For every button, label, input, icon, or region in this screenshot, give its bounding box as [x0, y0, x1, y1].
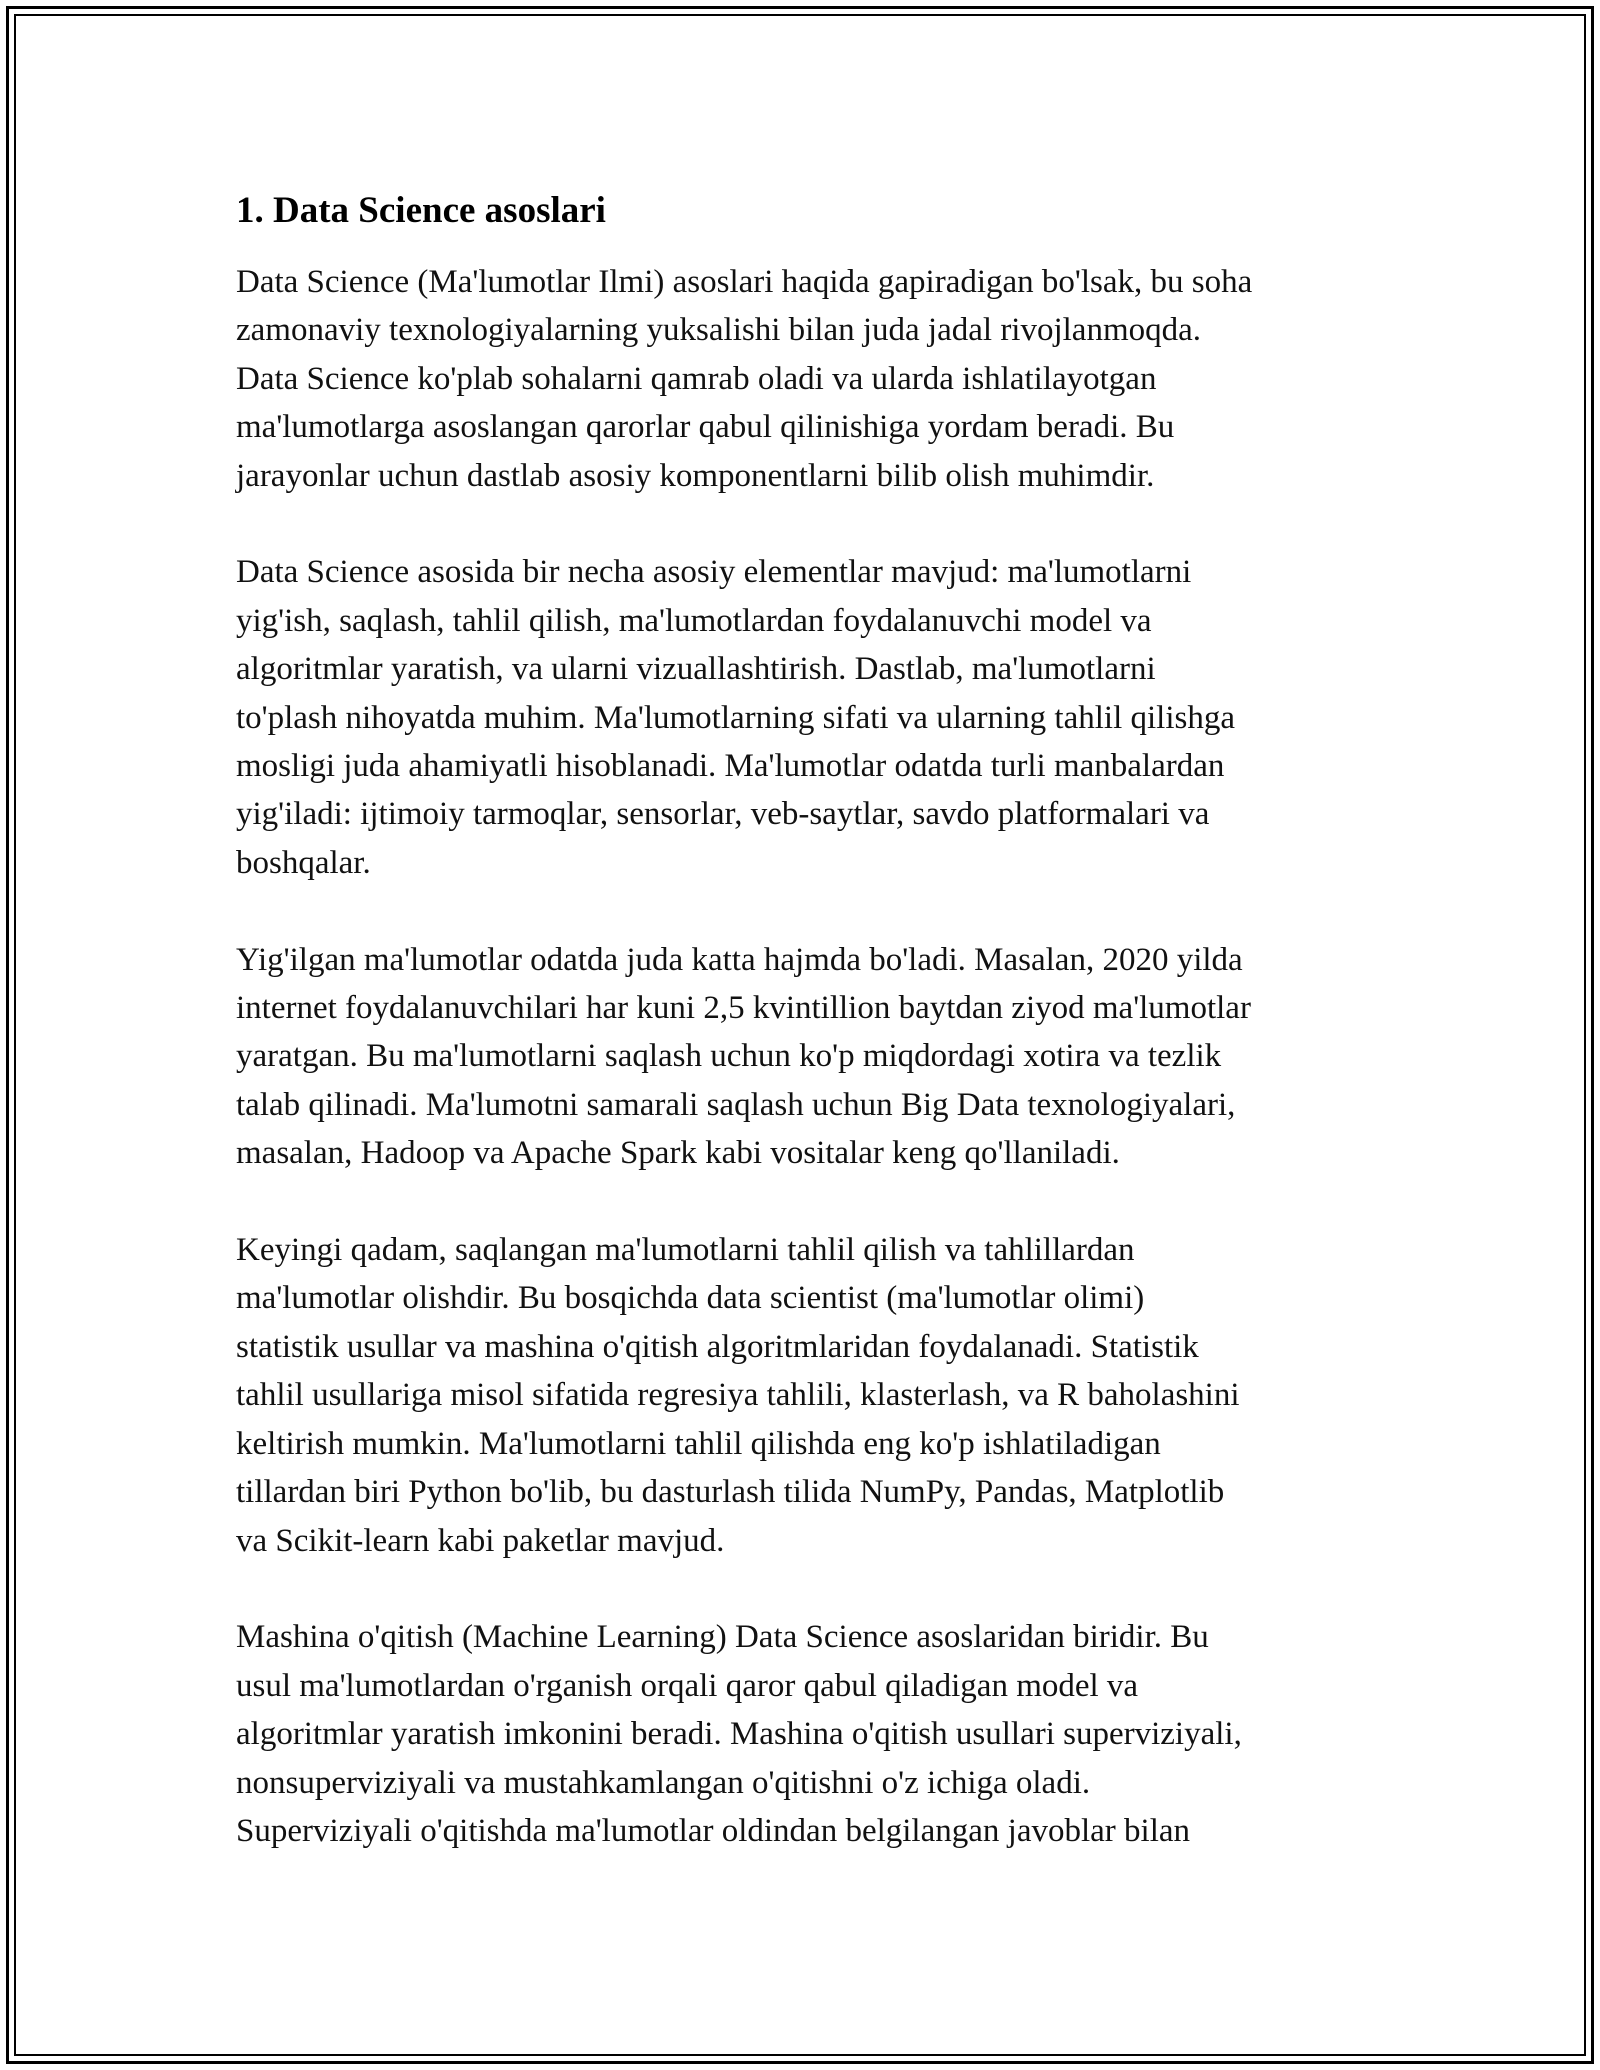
- paragraph: [236, 548, 1386, 887]
- text-line: Data Science ko'plab sohalarni qamrab oladi va ularda ishlatilayotgan: [236, 360, 1157, 397]
- text-line: yig'ish, saqlash, tahlil qilish, ma'lumotlardan foydalanuvchi model va: [236, 602, 1152, 639]
- text-line: boshqalar.: [236, 844, 371, 881]
- text-line: yaratgan. Bu ma'lumotlarni saqlash uchun ko'p miqdordagi xotira va tezlik: [236, 1038, 1222, 1075]
- text-line: Keyingi qadam, saqlangan ma'lumotlarni tahlil qilish va tahlillardan: [236, 1232, 1135, 1269]
- text-line: keltirish mumkin. Ma'lumotlarni tahlil qilishda eng ko'p ishlatiladigan: [236, 1425, 1161, 1462]
- text-line: algoritmlar yaratish imkonini beradi. Mashina o'qitish usullari superviziyali,: [236, 1716, 1242, 1753]
- text-line: masalan, Hadoop va Apache Spark kabi vositalar keng qo'llaniladi.: [236, 1135, 1120, 1172]
- text-line: Mashina o'qitish (Machine Learning) Data Science asoslaridan biridir. Bu: [236, 1619, 1209, 1656]
- text-line: tahlil usullariga misol sifatida regresiya tahlili, klasterlash, va R baholashini: [236, 1377, 1240, 1414]
- section-heading: 1. Data Science asoslari: [236, 190, 606, 231]
- paragraph: [236, 936, 1386, 1178]
- text-line: ma'lumotlarga asoslangan qarorlar qabul qilinishiga yordam beradi. Bu: [236, 409, 1175, 446]
- text-line: statistik usullar va mashina o'qitish algoritmlaridan foydalanadi. Statistik: [236, 1328, 1199, 1365]
- text-line: to'plash nihoyatda muhim. Ma'lumotlarning sifati va ularning tahlil qilishga: [236, 699, 1235, 736]
- text-line: zamonaviy texnologiyalarning yuksalishi bilan juda jadal rivojlanmoqda.: [236, 312, 1202, 349]
- document-body: [236, 186, 1386, 1904]
- text-line: usul ma'lumotlardan o'rganish orqali qaror qabul qiladigan model va: [236, 1667, 1139, 1704]
- text-line: va Scikit-learn kabi paketlar mavjud.: [236, 1522, 725, 1559]
- text-line: ma'lumotlar olishdir. Bu bosqichda data scientist (ma'lumotlar olimi): [236, 1280, 1145, 1317]
- text-line: mosligi juda ahamiyatli hisoblanadi. Ma'lumotlar odatda turli manbalardan: [236, 748, 1225, 785]
- paragraph-list: [236, 258, 1386, 1855]
- paragraph: [236, 1226, 1386, 1565]
- text-line: talab qilinadi. Ma'lumotni samarali saqlash uchun Big Data texnologiyalari,: [236, 1086, 1236, 1123]
- paragraph: [236, 258, 1386, 500]
- text-line: tillardan biri Python bo'lib, bu dasturlash tilida NumPy, Pandas, Matplotlib: [236, 1474, 1225, 1511]
- text-line: nonsuperviziyali va mustahkamlangan o'qitishni o'z ichiga oladi.: [236, 1764, 1091, 1801]
- text-line: jarayonlar uchun dastlab asosiy komponentlarni bilib olish muhimdir.: [236, 457, 1155, 494]
- text-line: Yig'ilgan ma'lumotlar odatda juda katta hajmda bo'ladi. Masalan, 2020 yilda: [236, 941, 1243, 978]
- text-line: internet foydalanuvchilari har kuni 2,5 kvintillion baytdan ziyod ma'lumotlar: [236, 990, 1251, 1027]
- text-line: Superviziyali o'qitishda ma'lumotlar oldindan belgilangan javoblar bilan: [236, 1812, 1191, 1849]
- text-line: yig'iladi: ijtimoiy tarmoqlar, sensorlar, veb-saytlar, savdo platformalari va: [236, 796, 1210, 833]
- text-line: Data Science (Ma'lumotlar Ilmi) asoslari haqida gapiradigan bo'lsak, bu soha: [236, 264, 1253, 300]
- text-line: algoritmlar yaratish, va ularni vizuallashtirish. Dastlab, ma'lumotlarni: [236, 651, 1156, 688]
- paragraph: [236, 1613, 1386, 1855]
- text-line: Data Science asosida bir necha asosiy elementlar mavjud: ma'lumotlarni: [236, 554, 1192, 591]
